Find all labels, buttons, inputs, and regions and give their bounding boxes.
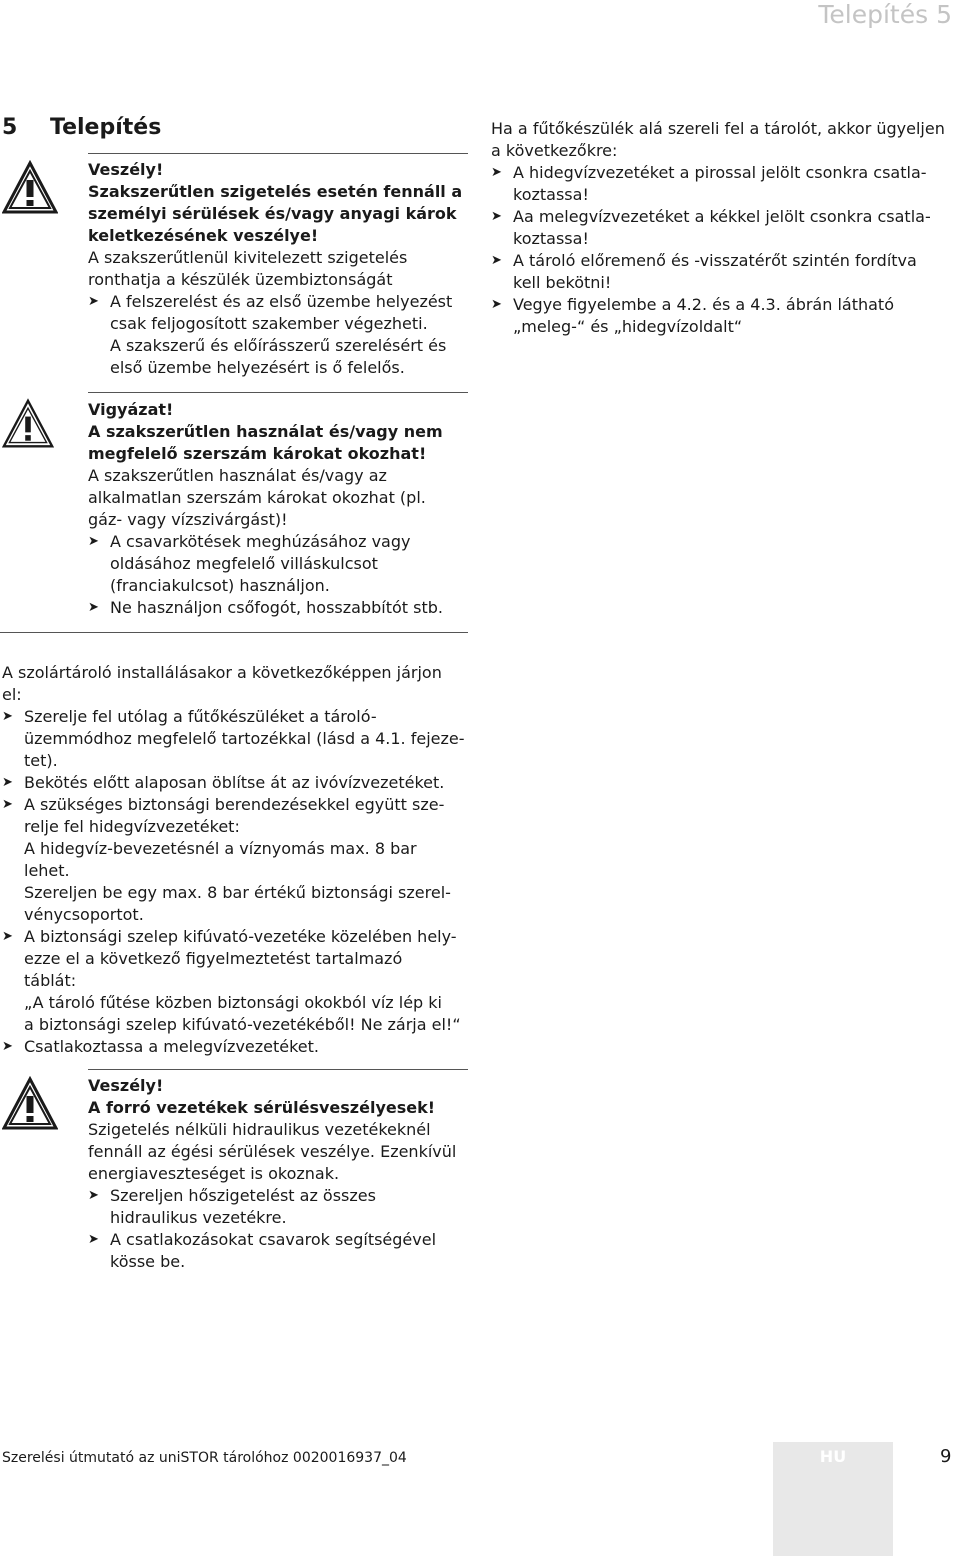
danger1-heading-line: Szakszerűtlen szigetelés esetén fennáll a — [88, 182, 463, 201]
bullet-line: A felszerelést és az első üzembe helyezést — [110, 292, 453, 311]
running-head: Telepítés 5 — [818, 0, 952, 29]
arrow-bullet-icon: ➤ — [88, 534, 99, 549]
danger1-top-rule — [88, 153, 468, 154]
danger1-heading-line: keletkezésének veszélye! — [88, 226, 319, 245]
bullet-line: Szereljen be egy max. 8 bar értékű biztonsági szerel- — [24, 883, 451, 902]
warning-triangle-icon — [2, 1076, 58, 1132]
right-column — [491, 118, 956, 338]
bullet-line: Bekötés előtt alaposan öblítse át az ivóvízvezetéket. — [24, 773, 445, 792]
bullet-line: kösse be. — [110, 1252, 186, 1271]
bullet-line: üzemmódhoz megfelelő tartozékkal (lásd a 4.1. fejeze- — [24, 729, 465, 748]
bullet-line: (franciakulcsot) használjon. — [110, 576, 330, 595]
bullet-line: Szerelje fel utólag a fűtőkészüléket a tároló- — [24, 707, 377, 726]
caution-bullet — [88, 531, 468, 597]
caution-bottom-rule — [0, 632, 468, 633]
caution-block — [88, 399, 468, 619]
right-bullet — [491, 250, 956, 294]
bullet-line: A hidegvízvezetéket a pirossal jelölt csonkra csatla- — [513, 163, 927, 182]
arrow-bullet-icon: ➤ — [88, 1188, 99, 1203]
bullet-line: Ne használjon csőfogót, hosszabbítót stb. — [110, 598, 443, 617]
installation-steps — [2, 662, 472, 1058]
arrow-bullet-icon: ➤ — [491, 297, 502, 312]
footer-text: Szerelési útmutató az uniSTOR tárolóhoz 0020016937_04 — [2, 1450, 407, 1466]
bullet-line: kell bekötni! — [513, 273, 612, 292]
bullet-line: koztassa! — [513, 229, 589, 248]
language-label: HU — [819, 1447, 847, 1466]
bullet-line: lehet. — [24, 861, 70, 880]
danger2-body-line: Szigetelés nélküli hidraulikus vezetékeknél — [88, 1120, 431, 1139]
right-bullet — [491, 206, 956, 250]
main-bullet — [2, 926, 472, 1036]
bullet-line: A szakszerű és előírásszerű szerelésért és — [110, 336, 447, 355]
bullet-line: A hidegvíz-bevezetésnél a víznyomás max. 8 bar — [24, 839, 417, 858]
caution-body-line: A szakszerűtlen használat és/vagy az — [88, 466, 387, 485]
bullet-line: a biztonsági szelep kifúvató-vezetékéből! Ne zárja el!“ — [24, 1015, 461, 1034]
bullet-line: tet). — [24, 751, 58, 770]
section-title-text: Telepítés — [50, 115, 162, 140]
page-number: 9 — [940, 1446, 952, 1467]
bullet-line: „meleg-“ és „hidegvízoldalt“ — [513, 317, 743, 336]
right-intro-line: Ha a fűtőkészülék alá szereli fel a tárolót, akkor ügyeljen — [491, 119, 945, 138]
bullet-line: A csatlakozásokat csavarok segítségével — [110, 1230, 437, 1249]
bullet-line: Vegye figyelembe a 4.2. és a 4.3. ábrán látható — [513, 295, 894, 314]
bullet-line: A szükséges biztonsági berendezésekkel együtt sze- — [24, 795, 445, 814]
arrow-bullet-icon: ➤ — [2, 709, 13, 724]
bullet-line: A biztonsági szelep kifúvató-vezetéke közelében hely- — [24, 927, 457, 946]
main-intro-line: el: — [2, 685, 22, 704]
danger2-block — [88, 1075, 468, 1273]
arrow-bullet-icon: ➤ — [88, 294, 99, 309]
bullet-line: ezze el a következő figyelmeztetést tartalmazó — [24, 949, 403, 968]
bullet-line: Aa melegvízvezetéket a kékkel jelölt csonkra csatla- — [513, 207, 931, 226]
right-bullet — [491, 162, 956, 206]
danger1-heading-line: személyi sérülések és/vagy anyagi károk — [88, 204, 457, 223]
arrow-bullet-icon: ➤ — [2, 1039, 13, 1054]
bullet-line: Csatlakoztassa a melegvízvezetéket. — [24, 1037, 320, 1056]
arrow-bullet-icon: ➤ — [88, 1232, 99, 1247]
arrow-bullet-icon: ➤ — [2, 797, 13, 812]
arrow-bullet-icon: ➤ — [2, 775, 13, 790]
bullet-line: A tároló előremenő és -visszatérőt szintén fordítva — [513, 251, 917, 270]
main-bullet — [2, 794, 472, 926]
arrow-bullet-icon: ➤ — [491, 253, 502, 268]
arrow-bullet-icon: ➤ — [88, 600, 99, 615]
bullet-line: oldásához megfelelő villáskulcsot — [110, 554, 378, 573]
danger2-signal: Veszély! — [88, 1076, 164, 1095]
arrow-bullet-icon: ➤ — [2, 929, 13, 944]
main-bullet — [2, 1036, 472, 1058]
caution-heading-line: A szakszerűtlen használat és/vagy nem — [88, 422, 443, 441]
bullet-line: táblát: — [24, 971, 77, 990]
danger2-body-line: energiaveszteséget is okoznak. — [88, 1164, 340, 1183]
caution-bullet — [88, 597, 468, 619]
caution-top-rule — [88, 392, 468, 393]
bullet-line: koztassa! — [513, 185, 589, 204]
bullet-line: „A tároló fűtése közben biztonsági okokból víz lép ki — [24, 993, 442, 1012]
section-title — [2, 114, 161, 142]
danger1-body-line: ronthatja a készülék üzembiztonságát — [88, 270, 393, 289]
warning-triangle-icon — [2, 160, 58, 216]
bullet-line: hidraulikus vezetékre. — [110, 1208, 287, 1227]
main-bullet — [2, 772, 472, 794]
danger1-body-line: A szakszerűtlenül kivitelezett szigetelés — [88, 248, 408, 267]
danger2-bullet — [88, 1185, 468, 1229]
danger1-bullet — [88, 291, 468, 379]
danger2-heading-line: A forró vezetékek sérülésveszélyesek! — [88, 1098, 436, 1117]
caution-body-line: gáz- vagy vízszivárgást)! — [88, 510, 288, 529]
bullet-line: relje fel hidegvízvezetéket: — [24, 817, 240, 836]
main-bullet — [2, 706, 472, 772]
main-intro-line: A szolártároló installálásakor a következőképpen járjon — [2, 663, 442, 682]
danger1-signal: Veszély! — [88, 160, 164, 179]
danger2-body-line: fennáll az égési sérülések veszélye. Ezenkívül — [88, 1142, 457, 1161]
caution-signal: Vigyázat! — [88, 400, 174, 419]
section-number: 5 — [2, 115, 18, 140]
caution-heading-line: megfelelő szerszám károkat okozhat! — [88, 444, 427, 463]
right-bullet — [491, 294, 956, 338]
caution-body-line: alkalmatlan szerszám károkat okozhat (pl. — [88, 488, 426, 507]
bullet-line: első üzembe helyezésért is ő felelős. — [110, 358, 405, 377]
bullet-line: vénycsoportot. — [24, 905, 144, 924]
right-intro-line: a következőkre: — [491, 141, 618, 160]
arrow-bullet-icon: ➤ — [491, 209, 502, 224]
bullet-line: csak feljogosított szakember végezheti. — [110, 314, 428, 333]
danger2-top-rule — [88, 1069, 468, 1070]
arrow-bullet-icon: ➤ — [491, 165, 502, 180]
bullet-line: A csavarkötések meghúzásához vagy — [110, 532, 411, 551]
danger1-block — [88, 159, 468, 379]
danger2-bullet — [88, 1229, 468, 1273]
bullet-line: Szereljen hőszigetelést az összes — [110, 1186, 376, 1205]
warning-triangle-icon — [2, 398, 54, 450]
